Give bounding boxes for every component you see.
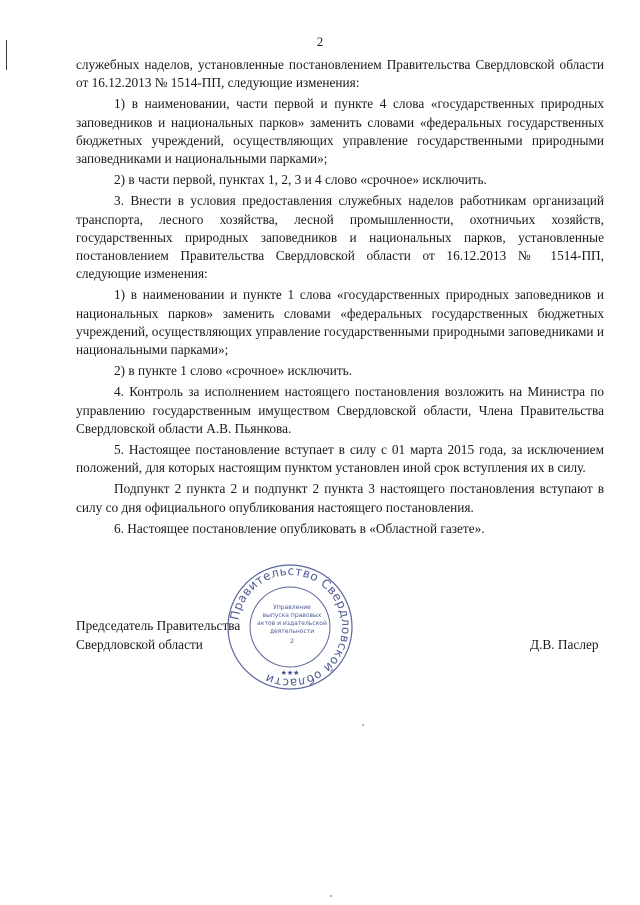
seal-graphic [226,563,354,691]
paragraph: 2) в части первой, пунктах 1, 2, 3 и 4 слово «срочное» исключить. [114,172,487,188]
seal-inner-line: выпуска правовых [262,612,322,619]
seal-outer-text: Правительство Свердловской области [227,563,354,691]
paragraph: Подпункт 2 пункта 2 и подпункт 2 пункта 3 настоящего постановления вступают в силу со дня официального опубликования настоящего постановления. [76,481,604,515]
paragraph: 4. Контроль за исполнением настоящего постановления возложить на Министра по управлению государственным имуществом Свердловской области, Члена Правительства Свердловской области А.В. Пьянкова. [76,384,604,436]
paragraph: 2) в пункте 1 слово «срочное» исключить. [114,363,353,379]
paragraph: 1) в наименовании, части первой и пункте 4 слова «государственных природных заповедников и национальных парков» заменить словами «федеральных государственных бюджетных учреждений, осуществляющих управление государственными природными заповедниками и национальными парками»; [76,96,604,167]
paragraph: 1) в наименовании и пункте 1 слова «государственных природных заповедников и национальных парков» заменить словами «федеральных государственных бюджетных учреждений, осуществляющих управление государственными природными заповедниками и национальными парками»; [76,287,604,358]
paragraph: 5. Настоящее постановление вступает в силу с 01 марта 2015 года, за исключением положений, для которых настоящим пунктом установлен иной срок вступления их в силу. [76,442,604,476]
seal-inner-number: 2 [290,638,294,645]
signatory-position-line: Председатель Правительства [76,618,241,633]
signatory-name: Д.В. Паслер [530,637,599,652]
seal-stars: ★★★ [280,669,300,677]
signatory-position [76,616,240,654]
scan-speck [362,724,364,726]
scan-speck [330,895,332,897]
seal-inner-ring [250,587,330,667]
official-seal [226,563,354,691]
seal-inner-line: деятельности [269,628,315,635]
paragraph: служебных наделов, установленные постановлением Правительства Свердловской области от 16.12.2013 № 1514-ПП, следующие изменения: [76,57,604,91]
paragraph: 3. Внести в условия предоставления служебных наделов работникам организаций транспорта, лесного хозяйства, лесной промышленности, охотничьих хозяйств, государственных природных заповедников и национальных парков, установленные постановлением Правительства Свердловской области от 16.12.2013 № 1514-ПП, следующие изменения: [76,193,604,282]
paragraph: 6. Настоящее постановление опубликовать в «Областной газете». [114,520,485,536]
signatory-position-line: Свердловской области [76,637,203,652]
page-number: 2 [316,34,324,49]
seal-inner-line: актов и издательской [257,620,327,627]
document-body [76,56,604,541]
seal-inner-line: Управление [273,604,311,611]
